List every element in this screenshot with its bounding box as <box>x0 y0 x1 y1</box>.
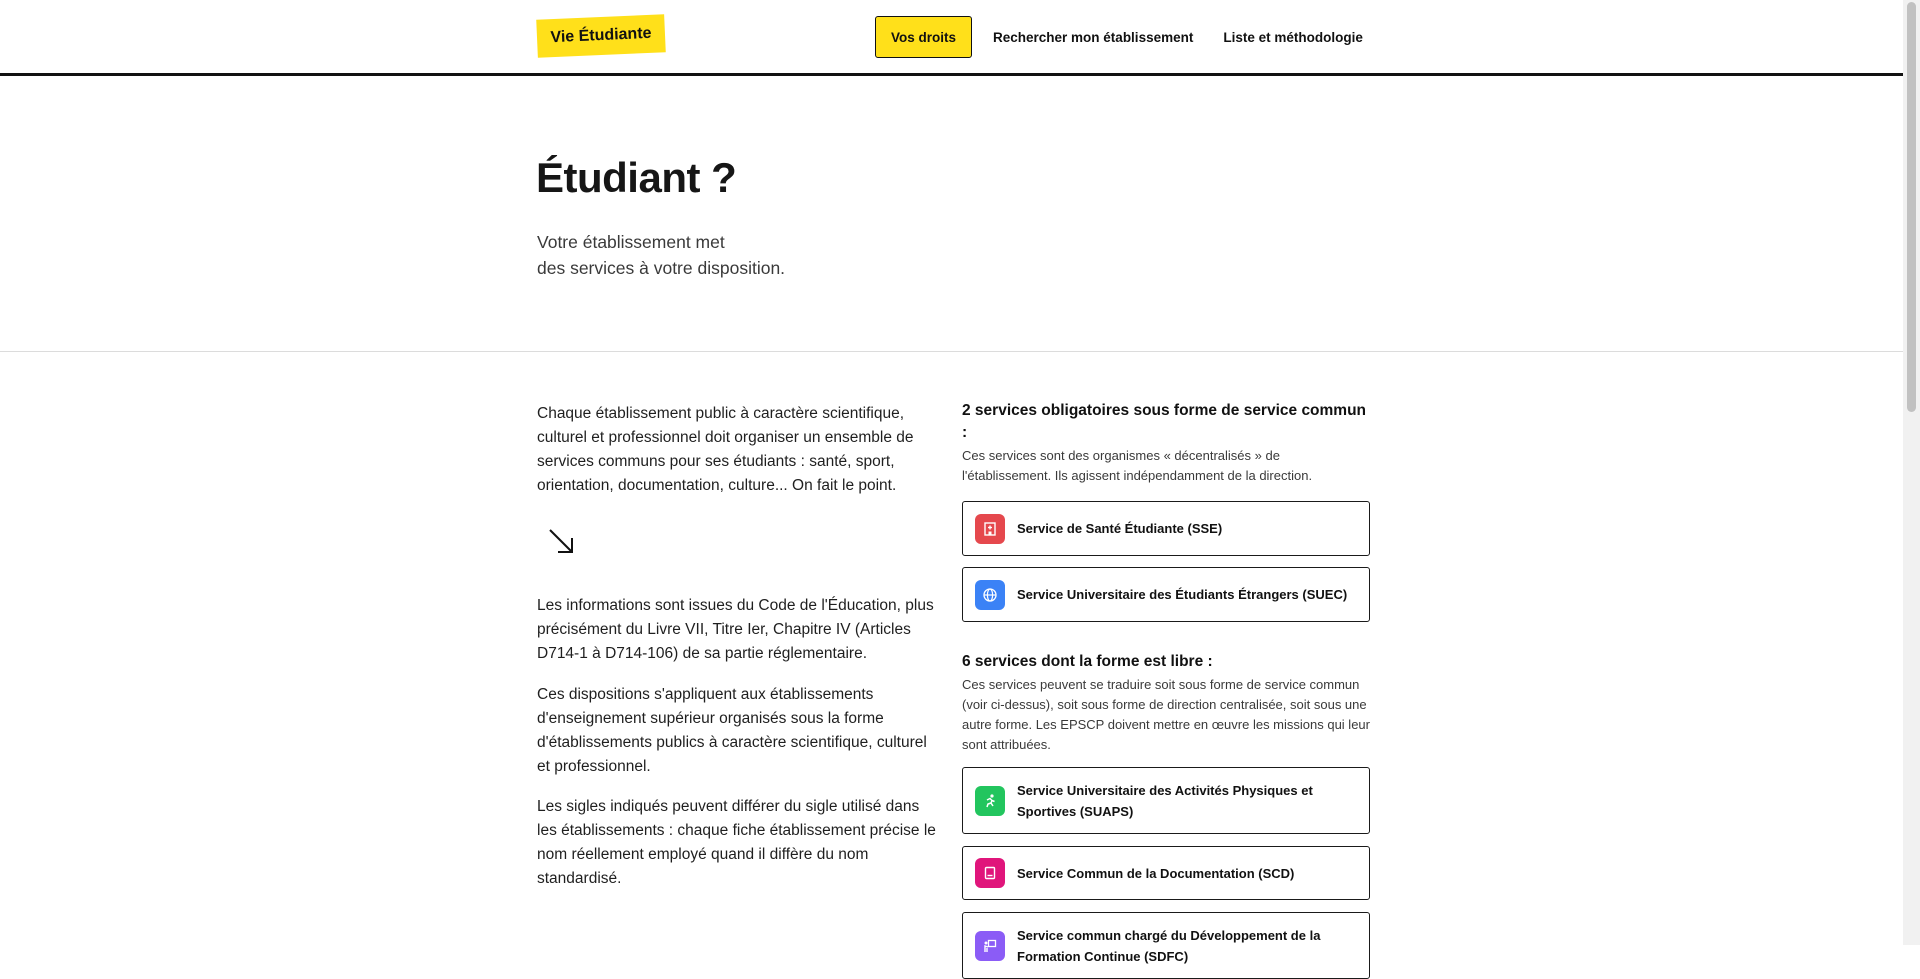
mandatory-services-description: Ces services sont des organismes « décentralisés » de l'établissement. Ils agissent indépendamment de la direction. <box>962 448 1313 483</box>
service-card-suec[interactable] <box>962 567 1370 622</box>
service-label: Service Universitaire des Étudiants Étrangers (SUEC) <box>1017 587 1348 602</box>
intro-paragraph: Chaque établissement public à caractère scientifique, culturel et professionnel doit organiser un ensemble de services communs pour ses étudiants : santé, sport, orientation, documentation, culture... On fait le point. <box>537 405 914 494</box>
teacher-icon <box>975 931 1005 961</box>
source-paragraph: Les informations sont issues du Code de l'Éducation, plus précisément du Livre VII, Titre Ier, Chapitre IV (Articles D714-1 à D714-106) de sa partie réglementaire. <box>537 597 934 662</box>
nav-vos-droits[interactable]: Vos droits <box>875 16 972 58</box>
free-services-description: Ces services peuvent se traduire soit sous forme de service commun (voir ci-dessus), soit sous forme de direction centralisée, soit sous une autre forme. Les EPSCP doivent mettre en œuvre les missions qui leur sont attribuées. <box>962 677 1370 752</box>
service-label: Service commun chargé du Développement de la Formation Continue (SDFC) <box>1017 927 1321 964</box>
site-header <box>0 0 1903 76</box>
nav-rechercher-etablissement[interactable]: Rechercher mon établissement <box>993 29 1194 45</box>
sigles-paragraph: Les sigles indiqués peuvent différer du sigle utilisé dans les établissements : chaque fiche établissement précise le nom réellement employé quand il diffère du nom standardisé. <box>537 798 936 887</box>
arrow-down-right-icon <box>546 526 576 556</box>
nav-liste-methodologie[interactable]: Liste et méthodologie <box>1223 29 1363 45</box>
hospital-icon <box>975 514 1005 544</box>
free-services-title: 6 services dont la forme est libre : <box>962 653 1213 670</box>
service-card-sse[interactable] <box>962 501 1370 556</box>
main-nav <box>875 16 1378 58</box>
service-card-sdfc[interactable] <box>962 912 1370 979</box>
running-icon <box>975 786 1005 816</box>
globe-icon <box>975 580 1005 610</box>
site-logo[interactable]: Vie Étudiante <box>536 14 666 58</box>
hero-subtitle-line1: Votre établissement met <box>537 232 725 252</box>
service-label: Service Universitaire des Activités Physiques et Sportives (SUAPS) <box>1017 782 1313 819</box>
mandatory-services-title: 2 services obligatoires sous forme de service commun : <box>962 402 1367 441</box>
book-icon <box>975 858 1005 888</box>
hero-section <box>0 79 1903 352</box>
vertical-scrollbar[interactable] <box>1903 0 1920 945</box>
page-title: Étudiant ? <box>536 154 737 201</box>
scrollbar-thumb[interactable] <box>1907 2 1916 412</box>
hero-subtitle-line2: des services à votre disposition. <box>537 258 786 278</box>
dispositions-paragraph: Ces dispositions s'appliquent aux établissements d'enseignement supérieur organisés sous la forme d'établissements publics à caractère scientifique, culturel et professionnel. <box>537 686 927 775</box>
service-card-suaps[interactable] <box>962 767 1370 834</box>
service-label: Service de Santé Étudiante (SSE) <box>1017 521 1223 536</box>
service-label: Service Commun de la Documentation (SCD) <box>1017 865 1295 881</box>
services-column <box>962 400 1370 979</box>
service-card-scd[interactable] <box>962 846 1370 900</box>
hero-subtitle <box>537 229 837 281</box>
